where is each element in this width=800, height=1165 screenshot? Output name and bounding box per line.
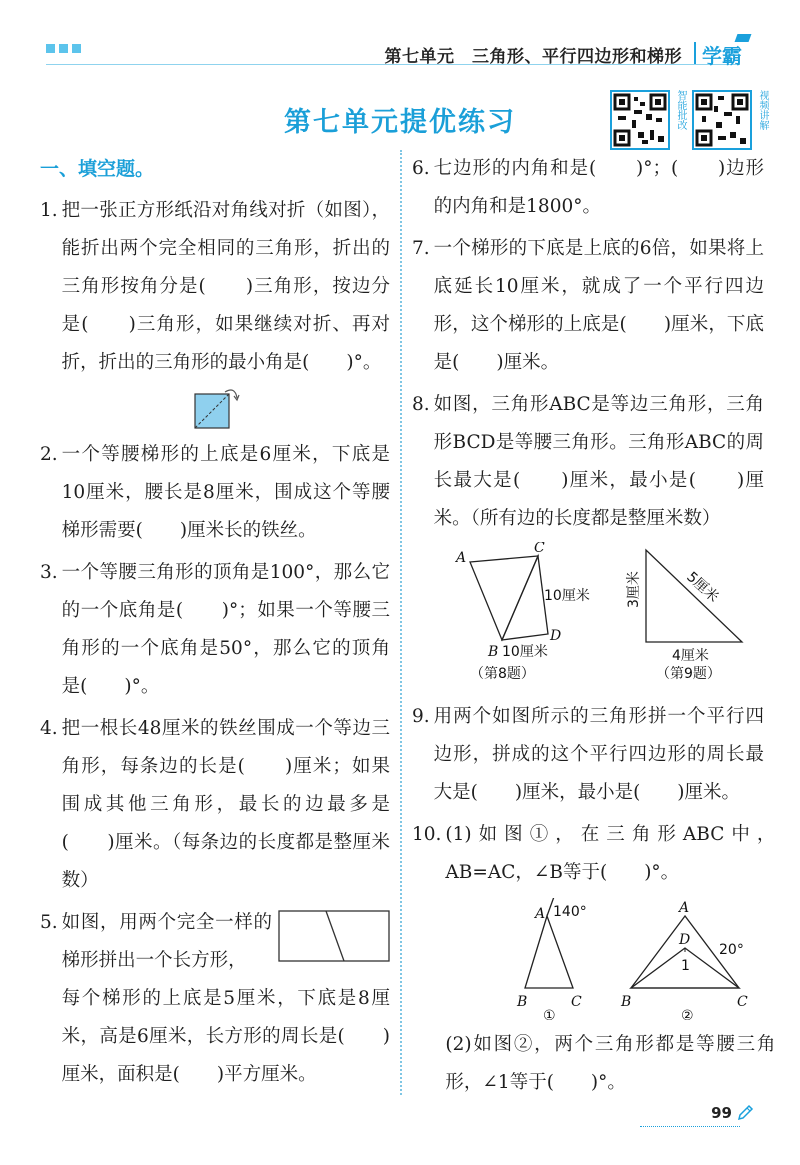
figure-8 [454,542,590,682]
section-title: 一、填空题。 [40,158,155,180]
graduation-cap-icon [735,34,752,42]
fig8-label-d: D [550,628,562,644]
question-9 [412,698,764,812]
question-1 [40,192,390,382]
fig10b-angle-mark: 1 [681,958,691,974]
question-text: 如图，用两个完全一样的梯形拼出一个长方形， [61,912,272,971]
question-2 [40,436,390,550]
question-number: 4. [40,718,58,739]
pencil-icon [736,1104,754,1122]
fig8-label-b: B [488,644,499,660]
fig10a-caption: ① [543,1008,556,1020]
question-text: 把一张正方形纸沿对角线对折（如图），能折出两个完全相同的三角形，折出的三角形按角分是( )三角形，按边分是( )三角形，如果继续对折、再对折，折出的三角形的最小角是( )°。 [61,200,390,373]
question-number: 2. [40,444,58,465]
fig10b-label-c: C [737,994,749,1010]
rectangle-trapezoid-figure [278,910,390,962]
figures-10 [445,898,775,1020]
question-number: 9. [412,706,430,727]
fig10a-label-c: C [571,994,583,1010]
fig10b-angle: 20° [719,942,745,958]
question-3 [40,554,390,706]
question-text: 每个梯形的上底是5厘米，下底是8厘米，高是6厘米，长方形的周长是( )厘米，面积是( )平方厘米。 [61,988,390,1085]
question-number: 7. [412,238,430,259]
header-title: 第七单元 三角形、平行四边形和梯形 [384,47,682,67]
fig10a-label-a: A [535,906,546,922]
qr-code-icon[interactable] [692,90,752,150]
question-text: 把一根长48厘米的铁丝围成一个等边三角形，每条边的长是( )厘米；如果围成其他三角形，最长的边最多是( )厘米。（每条边的长度都是整厘米数） [61,718,390,891]
question-text: 一个等腰梯形的上底是6厘米，下底是10厘米，腰长是8厘米，围成这个等腰梯形需要( )厘米长的铁丝。 [61,444,390,541]
fig8-caption: （第8题） [470,666,535,682]
question-8 [412,386,764,538]
fig10b-caption: ② [681,1008,694,1020]
fig10b-label-d: D [679,932,691,948]
question-7 [412,230,764,382]
page-title: 第七单元提优练习 [284,107,516,138]
question-text: 一个等腰三角形的顶角是100°，那么它的一个底角是( )°；如果一个等腰三角形的一个底角是50°，那么它的顶角是( )°。 [61,562,390,697]
qr-caption-grading: 智能批改 [675,90,686,130]
question-text: 用两个如图所示的三角形拼一个平行四边形，拼成的这个平行四边形的周长最大是( )厘米，最小是( )厘米。 [433,706,764,803]
header-separator [694,42,696,64]
fig8-label-a: A [456,550,467,566]
fig8-label-c: C [534,542,545,556]
fig10b-label-a: A [679,900,690,916]
figure-9 [625,550,742,682]
page-number: 99 [711,1104,732,1122]
figure-10-1 [516,898,587,1020]
fig9-caption: （第9题） [656,666,721,682]
brand-logo: 学霸 [702,44,742,68]
footer-rule [640,1126,740,1127]
question-10 [412,816,776,1102]
question-6 [412,150,764,226]
header-decoration [46,44,81,53]
folded-square-figure [185,386,245,434]
question-text: (2)如图②，两个三角形都是等腰三角形，∠1等于( )°。 [445,1034,776,1093]
question-number: 6. [412,158,430,179]
question-5 [40,904,390,1094]
left-column [40,150,390,1098]
fig10a-angle: 140° [553,904,588,920]
column-divider [400,150,402,1095]
question-text: 七边形的内角和是( )°；( )边形的内角和是1800°。 [433,158,764,217]
fig9-side-bottom: 4厘米 [672,648,709,664]
question-text: 一个梯形的下底是上底的6倍，如果将上底延长10厘米，就成了一个平行四边形，这个梯形的上底是( )厘米，下底是( )厘米。 [433,238,764,373]
fig9-side-hypotenuse: 5厘米 [683,569,722,606]
question-4 [40,710,390,900]
right-column [412,150,776,1106]
fig10b-label-b: B [621,994,632,1010]
fig10a-label-b: B [517,994,528,1010]
question-text: (1)如图①，在三角形ABC中，AB=AC，∠B等于( )°。 [445,824,776,883]
question-number: 5. [40,912,58,933]
question-number: 3. [40,562,58,583]
figures-8-9 [412,542,764,684]
fig8-length-cd: 10厘米 [544,588,590,604]
question-number: 8. [412,394,430,415]
qr-caption-video: 视频讲解 [757,90,768,130]
question-number: 10. [412,824,442,845]
question-number: 1. [40,200,58,221]
qr-code-icon[interactable] [610,90,670,150]
fig9-side-vertical: 3厘米 [626,571,642,608]
figure-10-2 [620,900,748,1020]
fig8-length-bd: 10厘米 [502,644,548,660]
question-text: 如图，三角形ABC是等边三角形，三角形BCD是等腰三角形。三角形ABC的周长最大是( )厘米，最小是( )厘米。（所有边的长度都是整厘米数） [433,394,764,529]
